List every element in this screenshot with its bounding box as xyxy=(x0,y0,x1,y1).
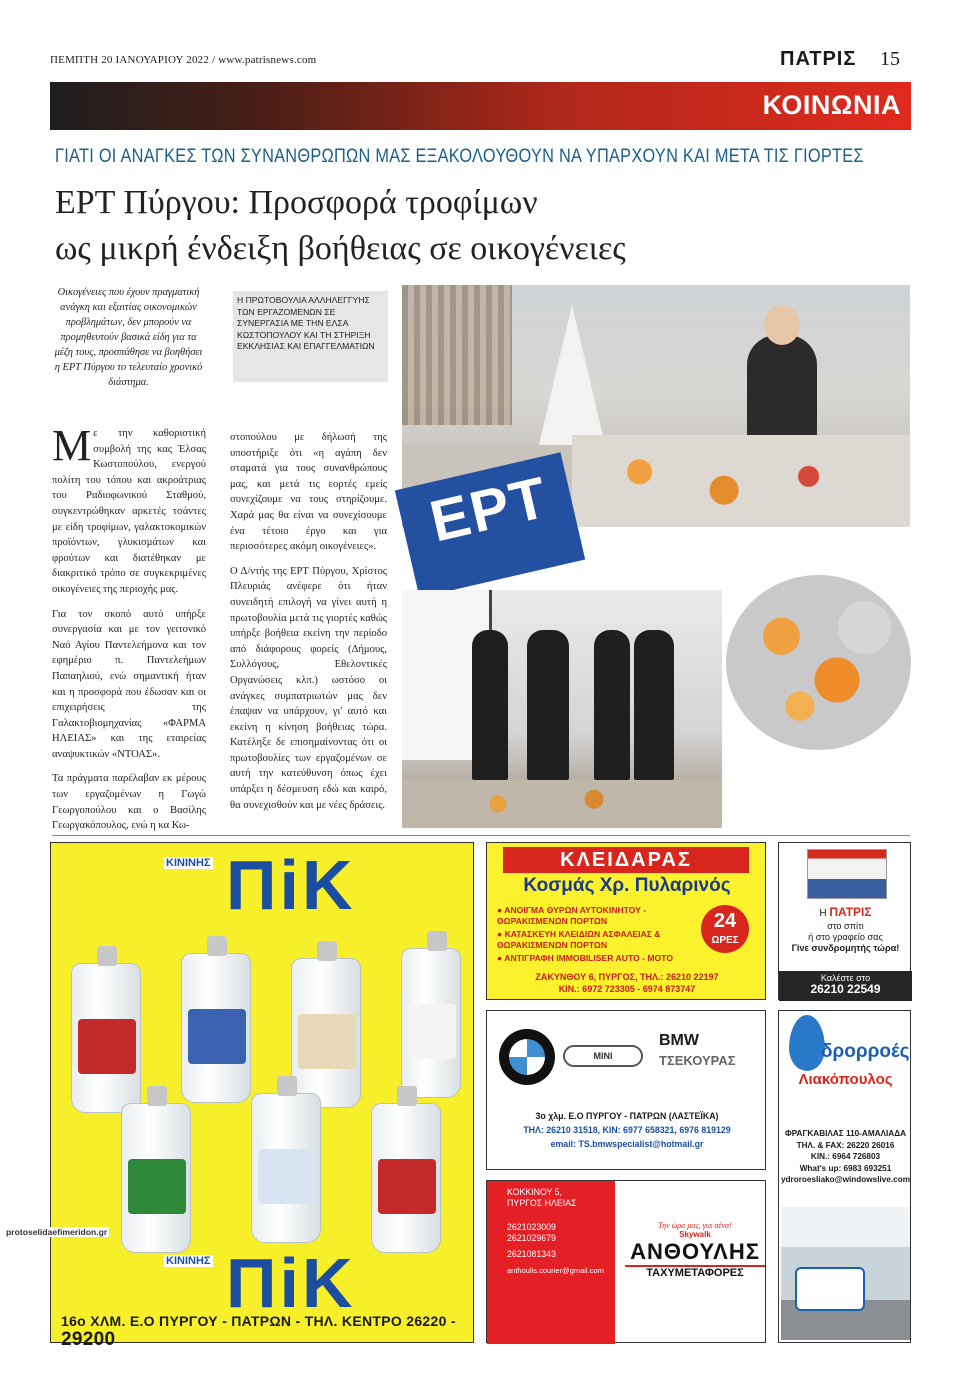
paragraph: Ο Δ/ντής της ΕΡΤ Πύργου, Χρίστος Πλευριάς ανέφερε ότι ήταν συνειδητή επιλογή να γίνει αυτή η πρωτοβουλία μετά τις γιορτές καθώς υπήρξε βοήθεια εκείνη την περίοδο από διάφορους φορείς (Δήμους, Συλλόγους, Εθελοντικές Οργανώσεις κλπ.) ωστόσο οι ανάγκες συμπατριωτών μας δεν έπαψαν να υπάρχουν, γι' αυτό και εκείνη η κίνηση βοήθειας τώρα. Κατέληξε δε επισημαίνοντας ότι οι πρωτοβουλίες των εργαζομένων σε αυτή την κατεύθυνση όπως έχει υπάρξει η δέσμευση εδώ και καιρό, θα συνεχισθούν και με νέες δράσεις. xyxy=(230,565,387,811)
section-bar xyxy=(50,82,911,130)
service-item: ● ΑΝΤΙΓΡΑΦΗ IMMOBILISER AUTO - MOTO xyxy=(497,953,673,963)
locksmith-mobile: ΚΙΝ.: 6972 723305 - 6974 873747 xyxy=(558,984,696,994)
drop-owner: Λιακόπουλος xyxy=(798,1071,893,1088)
photo-floor-bags xyxy=(402,780,722,828)
ad-ydroroes[interactable] xyxy=(778,1010,911,1343)
bmw-email: email: TS.bmwspecialist@hotmail.gr xyxy=(550,1139,704,1149)
water-drop-icon xyxy=(789,1015,825,1071)
bottle xyxy=(121,1103,191,1253)
locksmith-name: Κοσμάς Χρ. Πυλαρινός xyxy=(523,875,731,896)
locksmith-address: ΖΑΚΥΝΘΟΥ 6, ΠΥΡΓΟΣ, ΤΗΛ.: 26210 22197 xyxy=(535,972,719,982)
bottle xyxy=(401,948,461,1098)
courier-address-1: ΚΟΚΚΙΝΟΥ 5, xyxy=(507,1187,563,1197)
drop-address: ΦΡΑΓΚΑΒΙΛΑΣ 110-ΑΜΑΛΙΑΔΑ xyxy=(784,1129,906,1138)
photo-person xyxy=(634,630,674,780)
drop-whatsapp: What's up: 6983 693251 xyxy=(799,1163,892,1173)
pik-phone: 29200 xyxy=(61,1329,116,1350)
photo-person xyxy=(472,630,508,780)
courier-name: ΑΝΘΟΥΛΗΣ xyxy=(630,1239,760,1264)
photo-person xyxy=(594,630,630,780)
bottles-group xyxy=(61,943,461,1263)
photo-person xyxy=(527,630,569,780)
drop-phone: ΤΗΛ. & FAX: 26220 26016 xyxy=(796,1140,895,1150)
patris-text-1: στο σπίτι xyxy=(827,921,864,931)
article-kicker: ΓΙΑΤΙ ΟΙ ΑΝΑΓΚΕΣ ΤΩΝ ΣΥΝΑΝΘΡΩΠΩΝ ΜΑΣ ΕΞΑΚΟΛΟΥΘΟΥΝ ΝΑ ΥΠΑΡΧΟΥΝ ΚΑΙ ΜΕΤΑ ΤΙΣ ΓΙΟΡΤΕΣ xyxy=(55,146,864,167)
pik-brand-big: ΠiΚ xyxy=(226,1244,356,1322)
patris-text-3: Γίνε συνδρομητής τώρα! xyxy=(791,943,900,953)
locksmith-services xyxy=(497,905,702,966)
intro-box: Η ΠΡΩΤΟΒΟΥΛΙΑ ΑΛΛΗΛΕΓΓΥΗΣ ΤΩΝ ΕΡΓΑΖΟΜΕΝΩΝ ΣΕ ΣΥΝΕΡΓΑΣΙΑ ΜΕ ΤΗΝ ΕΛΣΑ ΚΩΣΤΟΠΟΥΛΟΥ ΚΑΙ ΤΗ ΣΤΗΡΙΞΗ ΕΚΚΛΗΣΙΑΣ ΚΑΙ ΕΠΑΓΓΕΛΜΑΤΙΩΝ xyxy=(233,291,388,382)
mini-logo-icon: MINI xyxy=(563,1045,643,1067)
pik-brand-big: ΠiΚ xyxy=(226,846,356,924)
headline-line-2: ως μικρή ένδειξη βοήθειας σε οικογένειες xyxy=(55,230,626,267)
bmw-logo-icon xyxy=(499,1029,555,1085)
paragraph: Τα πράγματα παρέλαβαν εκ μέρους των εργαζομένων η Γωγώ Γεωργοπούλου και ο Βασίλης Γεωργακόπουλος, ενώ η κα Κω- xyxy=(52,773,206,832)
paragraph: στοπούλου με δήλωσή της υποστήριξε ότι «η αγάπη δεν σταματά για τους συνανθρώπους μας, και μετά τις εορτές εμείς συνεχίζουμε να τους στηρίζουμε. Χαρά μας θα είναι να συνεχίσουμε ένα τέτοιο έργο και για περισσότερες ακόμη οικογένειες». xyxy=(230,432,387,553)
ad-patris-subscription[interactable] xyxy=(778,842,911,1000)
service-item: ● ΚΑΤΑΣΚΕΥΗ ΚΛΕΙΔΙΩΝ ΑΣΦΑΛΕΙΑΣ & ΘΩΡΑΚΙΣΜΕΝΩΝ ΠΟΡΤΩΝ xyxy=(497,929,661,950)
bmw-brand: BMW xyxy=(659,1032,699,1049)
badge-text: ΩΡΕΣ xyxy=(711,935,739,946)
article-lede: Οικογένειες που έχουν πραγματική ανάγκη και εξαιτίας οικονομικών προβλημάτων, δεν μπορούν να προμηθευτούν βασικά είδη για τα μέζη τους, προσπάθησε να βοηθήσει η ΕΡΤ Πύργου το τελευταίο χρονικό διάστημα. xyxy=(54,287,203,388)
masthead-logo: ΠΑΤΡΙΣ xyxy=(780,48,857,70)
pik-logo-top xyxy=(156,846,396,924)
photo-person-head xyxy=(764,305,800,345)
pik-logo-bottom xyxy=(156,1244,396,1322)
drop-email: ydroroesliako@windowslive.com xyxy=(780,1175,910,1184)
bottle xyxy=(71,963,141,1113)
date-line: ΠΕΜΠΤΗ 20 ΙΑΝΟΥΑΡΙΟΥ 2022 / www.patrisnews.com xyxy=(50,54,317,66)
courier-phone-1: 2621023009 xyxy=(507,1222,556,1232)
pik-brand-small: ΚΙΝΙΝΗΣ xyxy=(166,857,211,869)
bmw-phones: ΤΗΛ: 26210 31518, ΚΙΝ: 6977 658321, 6976 819129 xyxy=(523,1125,731,1135)
locksmith-title: ΚΛΕΙΔΑΡΑΣ xyxy=(503,847,749,873)
photo-food-bags xyxy=(572,435,910,527)
24h-badge xyxy=(701,905,749,953)
courier-service: ΤΑΧΥΜΕΤΑΦΟΡΕΣ xyxy=(625,1265,765,1279)
patris-phone: 26210 22549 xyxy=(810,982,881,996)
paragraph: Για τον σκοπό αυτό υπήρξε συνεργασία και με τον γειτονικό Ναό Αγίου Παντελεήμονα και τον εφημέριο π. Παντελεήμων Παπαηλιού, ενώ σημαντική ήταν και η προσφορά που έδωσαν και οι επιχειρήσεις της Γαλακτοβιομηχανίας «ΦΑΡΜΑ ΗΛΕΙΑΣ» και της εταιρείας αναψυκτικών «ΝΤΟΑΣ». xyxy=(52,608,206,760)
courier-tagline: Την ώρα μας, για σένα! xyxy=(658,1221,732,1230)
ert-badge-text: ΕΡΤ xyxy=(424,464,555,555)
newspaper-thumbnail xyxy=(807,849,887,899)
patris-text-2: ή στο γραφείο σας xyxy=(808,932,883,942)
photo-oranges-bags xyxy=(726,575,911,750)
courier-contact xyxy=(507,1187,615,1276)
courier-brand xyxy=(625,1221,765,1279)
bottle xyxy=(291,958,361,1108)
locksmith-contact xyxy=(487,971,767,995)
photo-group-standing xyxy=(402,590,722,828)
article-headline xyxy=(55,180,626,272)
patris-line xyxy=(779,905,912,919)
section-name: ΚΟΙΝΩΝΙΑ xyxy=(762,90,901,120)
headline-line-1: ΕΡΤ Πύργου: Προσφορά τροφίμων xyxy=(55,184,538,221)
patris-phone-box xyxy=(779,971,912,1001)
drop-storefront-photo xyxy=(781,1207,910,1340)
bottle xyxy=(251,1093,321,1243)
badge-number: 24 xyxy=(713,910,737,932)
courier-email: anthoulis.courier@gmail.com xyxy=(507,1265,604,1275)
bmw-address: 3ο χλμ. Ε.Ο ΠΥΡΓΟΥ - ΠΑΤΡΩΝ (ΛΑΣΤΕΪΚΑ) xyxy=(535,1111,719,1121)
bottle xyxy=(181,953,251,1103)
drop-cap: Μ xyxy=(52,421,92,470)
bottle xyxy=(371,1103,441,1253)
article-column-2 xyxy=(230,430,387,822)
ad-bmw[interactable] xyxy=(486,1010,766,1170)
patris-text xyxy=(779,921,912,954)
courier-phone-2: 2621029679 xyxy=(507,1232,556,1243)
patris-prefix: Η xyxy=(819,908,827,919)
service-item: ● ΑΝΟΙΓΜΑ ΘΥΡΩΝ ΑΥΤΟΚΙΝΗΤΟΥ - ΘΩΡΑΚΙΣΜΕΝΩΝ ΠΟΡΤΩΝ xyxy=(497,905,647,926)
ad-locksmith[interactable] xyxy=(486,842,766,1000)
bmw-contact xyxy=(487,1109,767,1151)
bmw-name xyxy=(659,1031,736,1071)
courier-phone-3: 2621081343 xyxy=(507,1249,556,1259)
ad-courier[interactable] xyxy=(486,1180,766,1343)
article-column-1 xyxy=(52,421,206,843)
paragraph xyxy=(52,421,206,598)
divider xyxy=(52,835,910,836)
drop-contact xyxy=(779,1128,912,1186)
pik-footer xyxy=(61,1313,473,1351)
photo-wall xyxy=(402,285,512,425)
bmw-owner: ΤΣΕΚΟΥΡΑΣ xyxy=(659,1053,736,1068)
patris-call-label: Καλέστε στο xyxy=(820,973,871,983)
patris-brand: ΠΑΤΡΙΣ xyxy=(829,905,872,919)
van xyxy=(795,1267,865,1311)
drop-mobile: ΚΙΝ.: 6964 726803 xyxy=(810,1152,881,1161)
page-number: 15 xyxy=(880,48,900,70)
paragraph-text: ε την καθοριστική συμβολή της κας Έλσας Κωστοπούλου, ενεργού πολίτη του τόπου και ακροάτριας του Ραδιοφωνικού Σταθμού, συγκεντρώθηκαν αρκετές τσάντες με είδη τροφίμων, γαλακτοκομικών προϊόντων, γλυκισμάτων και φρούτων και διατέθηκαν με διακριτικό τρόπο σε συγκεκριμένες οικογένειες της περιοχής μας. xyxy=(52,428,206,595)
watermark: protoselidaefimeridon.gr xyxy=(6,1227,108,1237)
courier-partner: Skywalk xyxy=(679,1230,711,1239)
pik-address: 16ο ΧΛΜ. Ε.Ο ΠΥΡΓΟΥ - ΠΑΤΡΩΝ - ΤΗΛ. ΚΕΝΤΡΟ 26220 - xyxy=(61,1313,456,1329)
ad-pik[interactable] xyxy=(50,842,474,1350)
courier-address-2: ΠΥΡΓΟΣ ΗΛΕΙΑΣ xyxy=(507,1197,577,1208)
pik-brand-small: ΚΙΝΙΝΗΣ xyxy=(166,1255,211,1267)
drop-brand: δρορροές xyxy=(821,1041,910,1062)
